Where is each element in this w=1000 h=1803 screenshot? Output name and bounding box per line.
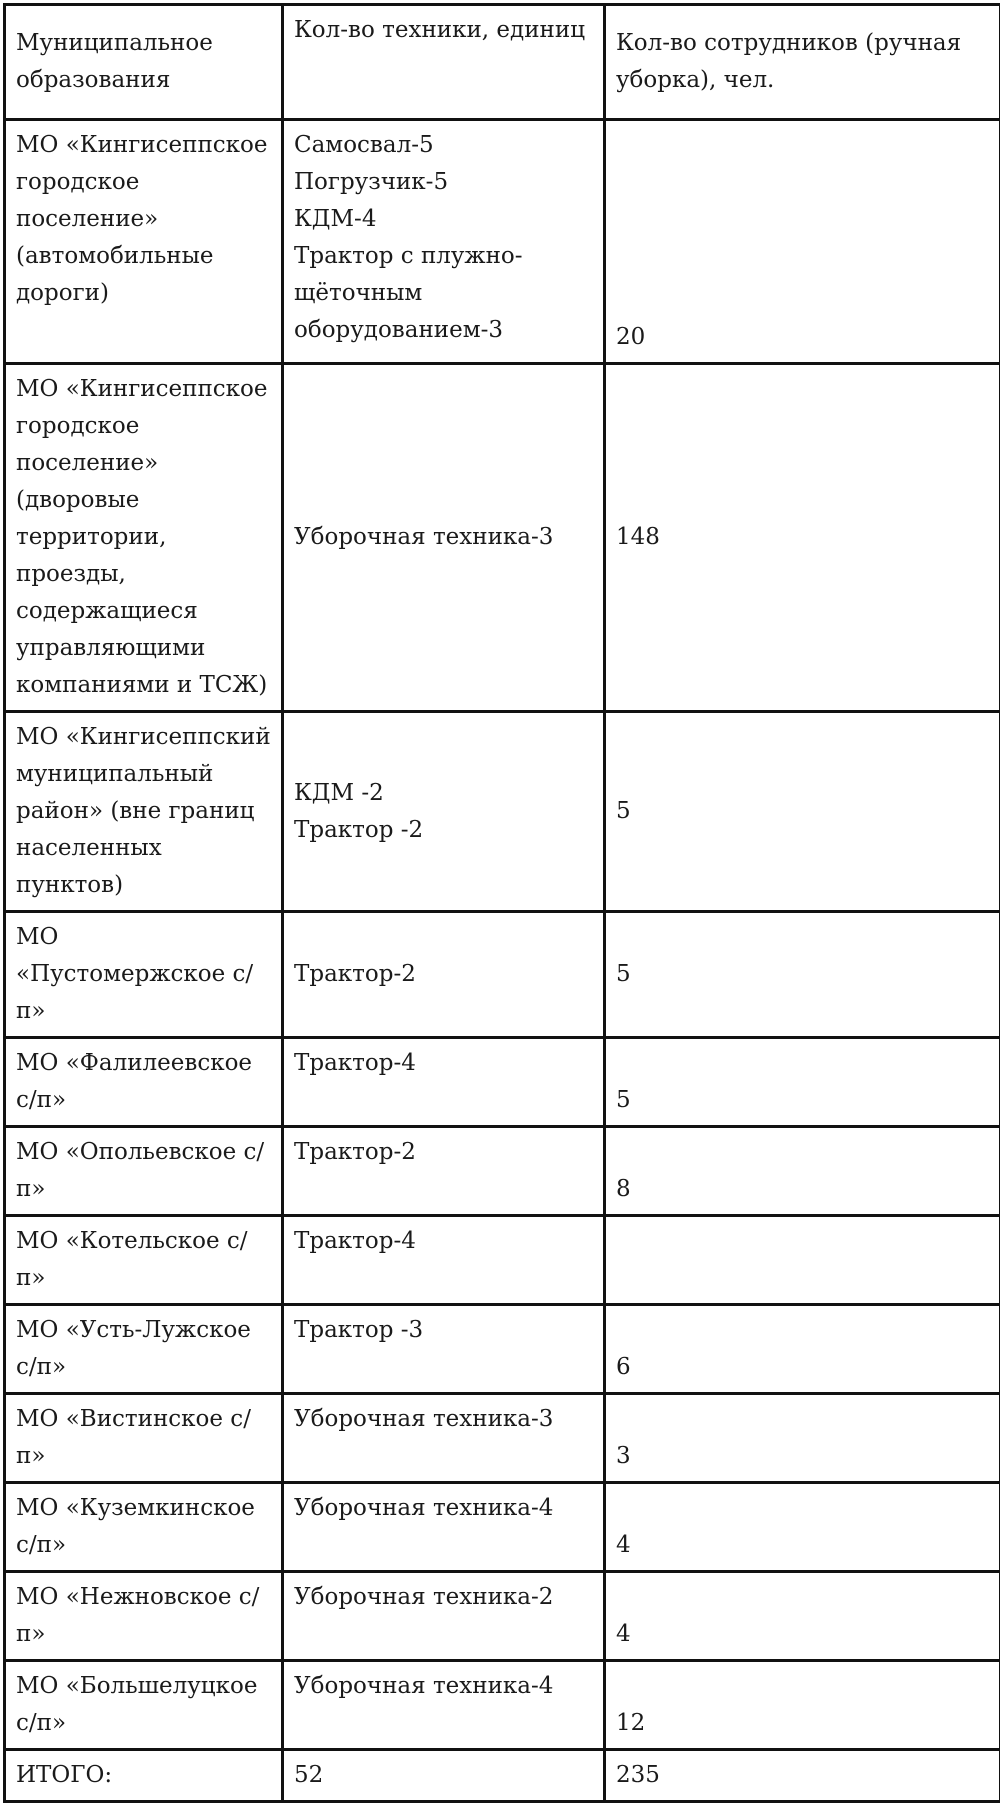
equipment-cell [283, 712, 605, 912]
table-row [5, 1305, 1000, 1394]
equipment-cell [283, 1216, 605, 1305]
municipality-cell: МО «Кингисеппское городское поселение» (автомобильные дороги) [5, 120, 283, 364]
equipment-cell [283, 1305, 605, 1394]
total-staff: 235 [605, 1750, 1000, 1802]
municipality-cell: МО «Опольевское с/п» [5, 1127, 283, 1216]
table-row [5, 1661, 1000, 1750]
equipment-cell [283, 1127, 605, 1216]
equipment-item: Самосвал-5 [294, 127, 595, 164]
equipment-item: Трактор -2 [294, 812, 595, 849]
municipality-cell: МО «Котельское с/п» [5, 1216, 283, 1305]
equipment-item: Трактор-4 [294, 1223, 595, 1260]
staff-cell: 3 [605, 1394, 1000, 1483]
table-row [5, 120, 1000, 364]
table-row [5, 1216, 1000, 1305]
staff-cell: 4 [605, 1483, 1000, 1572]
equipment-cell [283, 1572, 605, 1661]
municipality-cell: МО «Кингисеппский муниципальный район» (вне границ населенных пунктов) [5, 712, 283, 912]
equipment-item: Трактор-2 [294, 1134, 595, 1171]
staff-cell: 148 [605, 364, 1000, 712]
staff-cell: 12 [605, 1661, 1000, 1750]
equipment-item: Уборочная техника-4 [294, 1490, 595, 1527]
staff-cell: 5 [605, 1038, 1000, 1127]
table-row [5, 712, 1000, 912]
table-row [5, 1127, 1000, 1216]
header-staff: Кол-во сотрудников (ручная уборка), чел. [605, 5, 1000, 120]
staff-cell: 5 [605, 712, 1000, 912]
equipment-item: КДМ -2 [294, 775, 595, 812]
municipality-cell: МО «Большелуцкое с/п» [5, 1661, 283, 1750]
equipment-item: Уборочная техника-4 [294, 1668, 595, 1705]
equipment-item: Трактор -3 [294, 1312, 595, 1349]
header-municipality: Муниципальное образования [5, 5, 283, 120]
table-row [5, 1483, 1000, 1572]
equipment-cell [283, 120, 605, 364]
equipment-cell [283, 1038, 605, 1127]
staff-cell [605, 1216, 1000, 1305]
table-row [5, 1394, 1000, 1483]
municipality-cell: МО «Усть-Лужское с/п» [5, 1305, 283, 1394]
municipality-cell: МО «Кингисеппское городское поселение» (дворовые территории, проезды, содержащиеся управляющими компаниями и ТСЖ) [5, 364, 283, 712]
equipment-item: Уборочная техника-3 [294, 519, 595, 556]
staff-cell: 20 [605, 120, 1000, 364]
equipment-cell [283, 1394, 605, 1483]
equipment-staff-table [3, 3, 1000, 1803]
equipment-item: КДМ-4 [294, 201, 595, 238]
staff-cell: 5 [605, 912, 1000, 1038]
total-equipment: 52 [283, 1750, 605, 1802]
table-header-row [5, 5, 1000, 120]
table-row [5, 1038, 1000, 1127]
equipment-item: Трактор-4 [294, 1045, 595, 1082]
municipality-cell: МО «Пустомержское с/п» [5, 912, 283, 1038]
table-row [5, 912, 1000, 1038]
equipment-item: Уборочная техника-3 [294, 1401, 595, 1438]
equipment-item: Трактор-2 [294, 956, 595, 993]
equipment-cell [283, 912, 605, 1038]
municipality-cell: МО «Фалилеевское с/п» [5, 1038, 283, 1127]
staff-cell: 4 [605, 1572, 1000, 1661]
total-row [5, 1750, 1000, 1802]
equipment-item: Уборочная техника-2 [294, 1579, 595, 1616]
table-row [5, 1572, 1000, 1661]
municipality-cell: МО «Нежновское с/п» [5, 1572, 283, 1661]
municipality-cell: МО «Вистинское с/п» [5, 1394, 283, 1483]
staff-cell: 6 [605, 1305, 1000, 1394]
staff-cell: 8 [605, 1127, 1000, 1216]
equipment-cell [283, 364, 605, 712]
equipment-cell [283, 1483, 605, 1572]
total-label: ИТОГО: [5, 1750, 283, 1802]
table-row [5, 364, 1000, 712]
equipment-item: Трактор с плужно-щёточным оборудованием-3 [294, 238, 595, 349]
equipment-cell [283, 1661, 605, 1750]
municipality-cell: МО «Куземкинское с/п» [5, 1483, 283, 1572]
header-equipment: Кол-во техники, единиц [283, 5, 605, 120]
equipment-item: Погрузчик-5 [294, 164, 595, 201]
